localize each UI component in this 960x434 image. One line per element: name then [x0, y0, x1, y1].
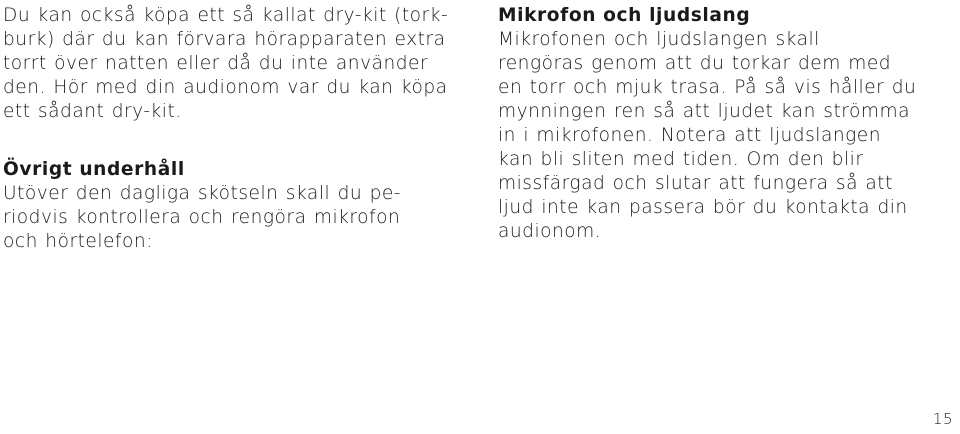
text-line: torrt över natten eller då du inte använder [3, 53, 429, 74]
maintenance-paragraph [3, 182, 461, 254]
text-line: mynningen ren så att ljudet kan strömma [498, 101, 910, 122]
text-line: in i mikrofonen. Notera att ljudslangen [498, 125, 882, 146]
text-line: kan bli sliten med tiden. Om den blir [498, 149, 864, 170]
text-line: Utöver den dagliga skötseln skall du pe- [3, 183, 402, 204]
page-number: 15 [932, 410, 953, 428]
text-line: Du kan också köpa ett så kallat dry-kit (tork- [3, 5, 449, 26]
text-line: den. Hör med din audionom var du kan köpa [3, 77, 448, 98]
text-line: Mikrofonen och ljudslangen skall [498, 29, 820, 50]
text-line: ljud inte kan passera bör du kontakta din [498, 197, 908, 218]
text-line: missfärgad och slutar att fungera så att [498, 173, 893, 194]
text-line: riodvis kontrollera och rengöra mikrofon [3, 207, 401, 228]
section-heading-ovrigt-underhall: Övrigt underhåll [3, 159, 185, 180]
section-spacer [3, 124, 461, 158]
text-line: och hörtelefon: [3, 231, 153, 252]
right-column [498, 4, 953, 244]
text-line: audionom. [498, 221, 602, 242]
left-column [3, 4, 461, 254]
section-heading-mikrofon-och-ljudslang: Mikrofon och ljudslang [498, 5, 751, 26]
text-line: en torr och mjuk trasa. På så vis håller du [498, 77, 917, 98]
text-line: ett sådant dry-kit. [3, 101, 182, 122]
dry-kit-paragraph [3, 4, 461, 124]
text-line: burk) där du kan förvara hörapparaten extra [3, 29, 446, 50]
text-line: rengöras genom att du torkar dem med [498, 53, 892, 74]
microphone-paragraph [498, 28, 953, 244]
